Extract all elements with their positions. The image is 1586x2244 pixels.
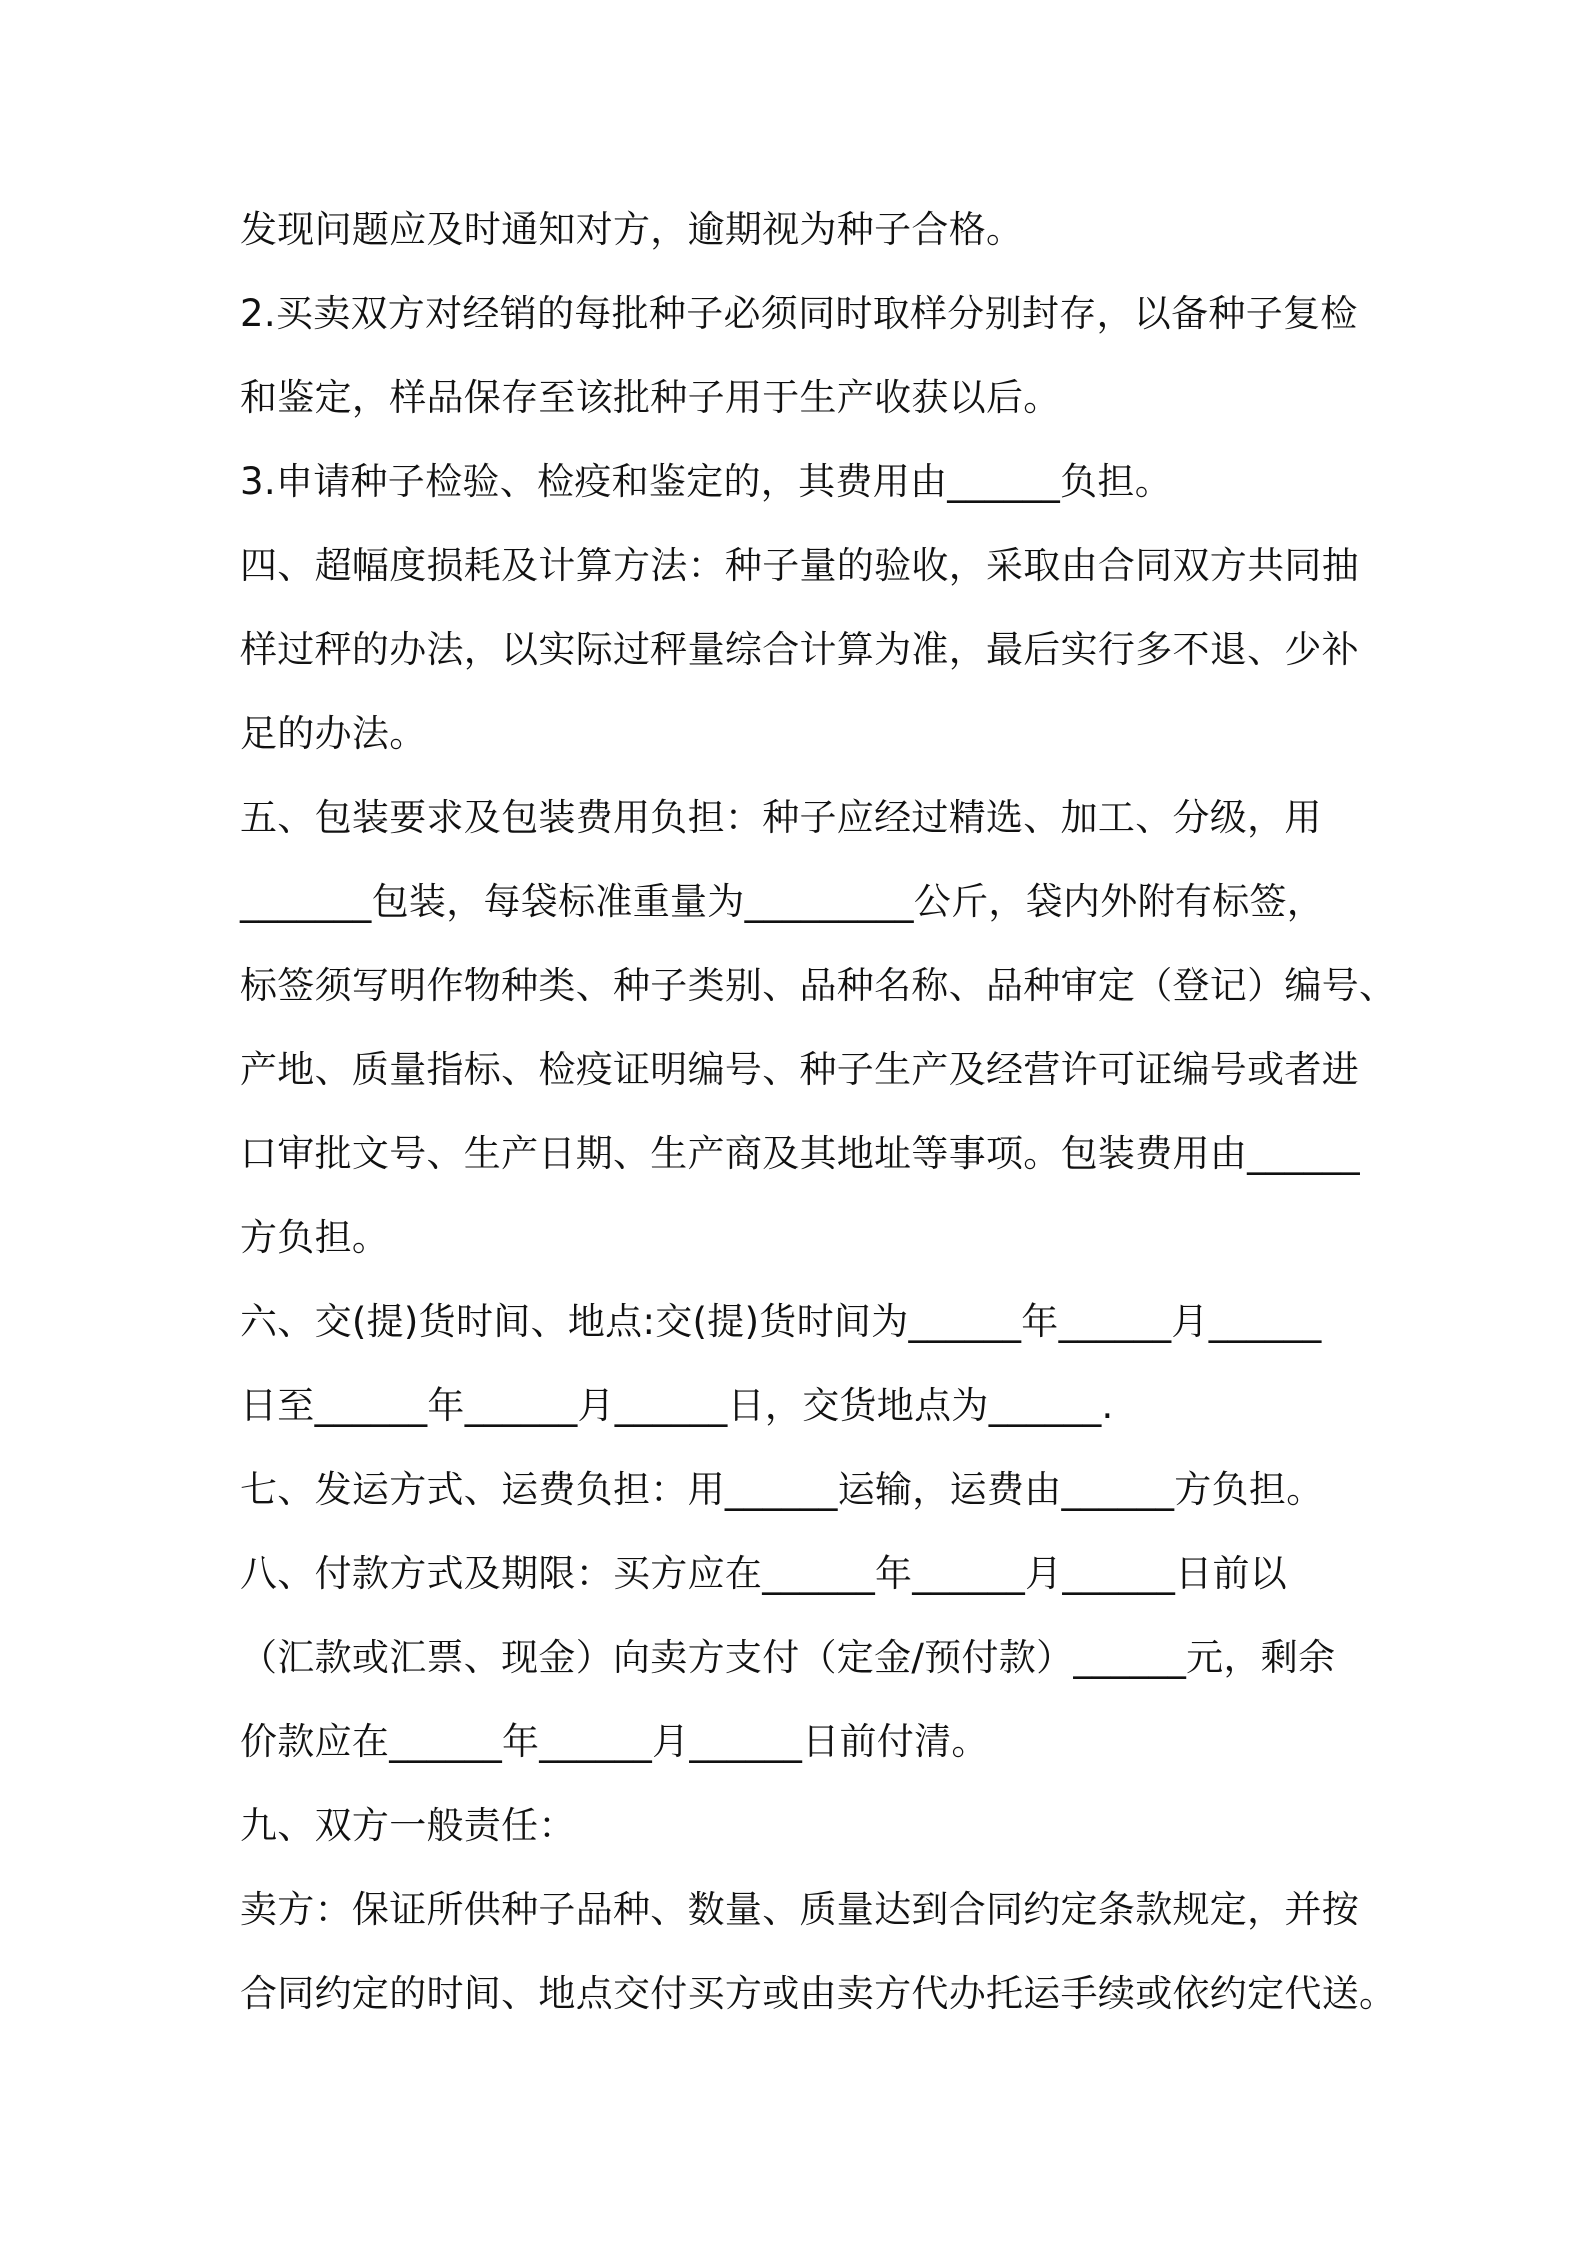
text-line: 方负担。 <box>240 1216 390 1259</box>
text-line: 发现问题应及时通知对方，逾期视为种子合格。 <box>240 208 1024 251</box>
text-line: 3.申请种子检验、检疫和鉴定的，其费用由______负担。 <box>240 460 1173 503</box>
text-line: 标签须写明作物种类、种子类别、品种名称、品种审定（登记）编号、 <box>240 964 1397 1007</box>
text-line: 价款应在______年______月______日前付清。 <box>240 1720 989 1763</box>
text-line: 七、发运方式、运费负担：用______运输，运费由______方负担。 <box>240 1468 1324 1511</box>
contract-body <box>240 188 1397 2036</box>
text-line: 五、包装要求及包装费用负担：种子应经过精选、加工、分级，用 <box>240 796 1322 839</box>
text-line: 和鉴定，样品保存至该批种子用于生产收获以后。 <box>240 376 1061 419</box>
text-line: 足的办法。 <box>240 712 427 755</box>
text-line: 四、超幅度损耗及计算方法：种子量的验收，采取由合同双方共同抽 <box>240 544 1359 587</box>
text-line: 合同约定的时间、地点交付买方或由卖方代办托运手续或依约定代送。 <box>240 1972 1397 2015</box>
text-line: 口审批文号、生产日期、生产商及其地址等事项。包装费用由______ <box>240 1132 1360 1175</box>
text-line: 日至______年______月______日，交货地点为______. <box>240 1384 1114 1427</box>
text-line: （汇款或汇票、现金）向卖方支付（定金/预付款）______元，剩余 <box>240 1636 1336 1679</box>
text-line: 样过秤的办法，以实际过秤量综合计算为准，最后实行多不退、少补 <box>240 628 1359 671</box>
text-line: _______包装，每袋标准重量为_________公斤，袋内外附有标签， <box>240 880 1325 923</box>
text-line: 八、付款方式及期限：买方应在______年______月______日前以 <box>240 1552 1288 1595</box>
text-line: 产地、质量指标、检疫证明编号、种子生产及经营许可证编号或者进 <box>240 1048 1359 1091</box>
text-line: 六、交(提)货时间、地点:交(提)货时间为______年______月______ <box>240 1300 1322 1343</box>
text-line: 九、双方一般责任： <box>240 1804 576 1847</box>
text-line: 卖方：保证所供种子品种、数量、质量达到合同约定条款规定，并按 <box>240 1888 1359 1931</box>
text-line: 2.买卖双方对经销的每批种子必须同时取样分别封存，以备种子复检 <box>240 292 1358 335</box>
